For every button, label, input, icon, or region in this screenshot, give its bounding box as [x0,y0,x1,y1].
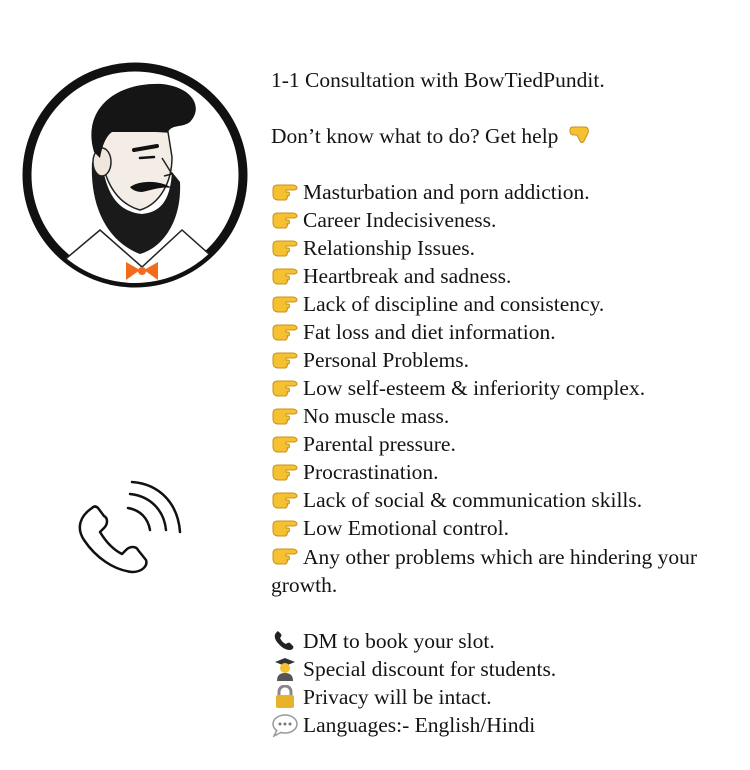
pointing-right-icon [271,377,303,399]
list-item [271,234,741,262]
speech-bubble-icon [271,713,303,737]
page-title: 1-1 Consultation with BowTiedPundit. [271,68,605,92]
footer-item [271,655,741,683]
consultation-text [271,66,741,739]
pointing-right-icon [271,433,303,455]
list-item [271,178,741,206]
list-item [271,486,741,514]
topic-label: Low self-esteem & inferiority complex. [303,376,646,400]
topic-label: Low Emotional control. [303,516,510,540]
footer-list [271,627,741,739]
pointing-down-icon [564,125,596,147]
pointing-right-icon [271,209,303,231]
pointing-right-icon [271,517,303,539]
topic-label: No muscle mass. [303,404,450,428]
list-item [271,318,741,346]
list-item [271,262,741,290]
list-item [271,206,741,234]
list-item [271,542,741,599]
topic-label: Lack of social & communication skills. [303,488,643,512]
pointing-right-icon [271,293,303,315]
topic-label: Lack of discipline and consistency. [303,292,605,316]
topic-label: Procrastination. [303,460,439,484]
subtitle: Don’t know what to do? Get help [271,124,559,148]
student-icon [271,657,303,681]
footer-label: DM to book your slot. [303,629,495,653]
topic-label: Relationship Issues. [303,236,475,260]
topic-label: Personal Problems. [303,348,470,372]
pointing-right-icon [271,237,303,259]
list-item [271,514,741,542]
footer-label: Languages:- English/Hindi [303,713,536,737]
footer-item [271,683,741,711]
pointing-right-icon [271,461,303,483]
footer-label: Privacy will be intact. [303,685,492,709]
telephone-icon [271,629,303,653]
topic-label: Any other problems which are hindering your growth. [271,545,698,597]
lock-icon [271,685,303,709]
pointing-right-icon [271,349,303,371]
pointing-right-icon [271,489,303,511]
pointing-right-icon [271,545,303,567]
topic-label: Masturbation and porn addiction. [303,180,590,204]
list-item [271,374,741,402]
topic-label: Heartbreak and sadness. [303,264,512,288]
topic-label: Career Indecisiveness. [303,208,497,232]
topics-list [271,178,741,599]
topic-label: Parental pressure. [303,432,456,456]
list-item [271,402,741,430]
pointing-right-icon [271,181,303,203]
pointing-right-icon [271,265,303,287]
footer-item [271,711,741,739]
pointing-right-icon [271,321,303,343]
footer-label: Special discount for students. [303,657,557,681]
footer-item [271,627,741,655]
list-item [271,458,741,486]
list-item [271,346,741,374]
list-item [271,290,741,318]
list-item [271,430,741,458]
avatar [22,62,248,288]
phone-illustration [70,480,185,575]
subtitle-line [271,122,741,150]
pointing-right-icon [271,405,303,427]
topic-label: Fat loss and diet information. [303,320,556,344]
